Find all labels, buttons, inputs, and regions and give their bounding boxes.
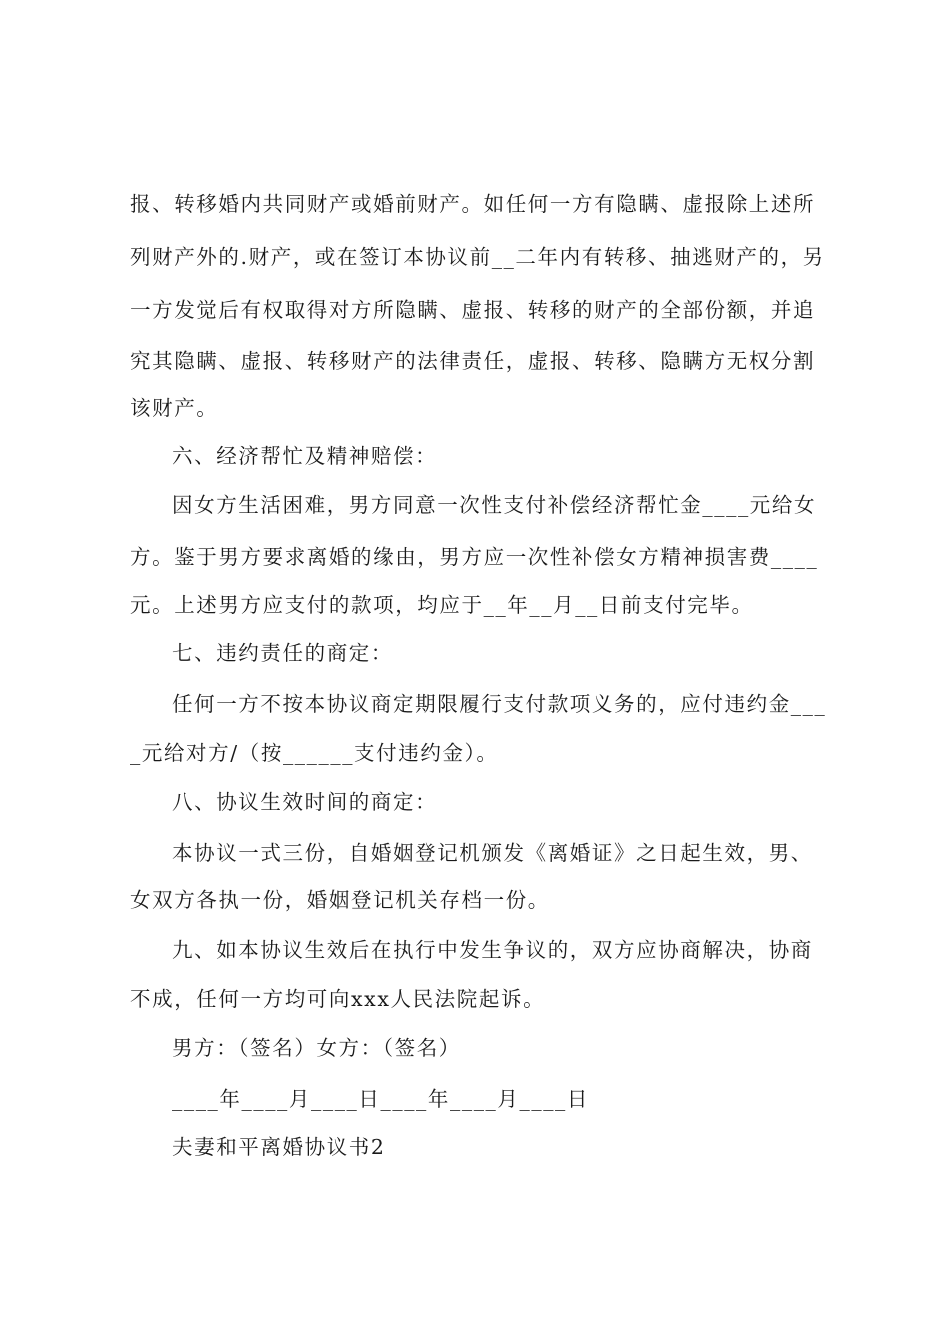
section-heading-7: 七、违约责任的商定：	[172, 641, 393, 665]
paragraph-line: _元给对方/（按______支付违约金）。	[130, 741, 499, 765]
paragraph-line: 报、转移婚内共同财产或婚前财产。如任何一方有隐瞒、虚报除上述所	[130, 192, 816, 216]
signature-line: 男方：（签名）女方：（签名）	[172, 1036, 461, 1060]
paragraph-line: 一方发觉后有权取得对方所隐瞒、虚报、转移的财产的全部份额，并追	[130, 298, 816, 322]
paragraph-line: 本协议一式三份，自婚姻登记机颁发《离婚证》之日起生效，男、	[172, 841, 813, 865]
section-heading-9: 九、如本协议生效后在执行中发生争议的，双方应协商解决，协商	[172, 938, 813, 962]
section-heading-8: 八、协议生效时间的商定：	[172, 790, 438, 814]
section-heading-6: 六、经济帮忙及精神赔偿：	[172, 444, 438, 468]
paragraph-line: 究其隐瞒、虚报、转移财产的法律责任，虚报、转移、隐瞒方无权分割	[130, 349, 816, 373]
paragraph-line: 不成，任何一方均可向xxx人民法院起诉。	[130, 987, 546, 1011]
document-title-next: 夫妻和平离婚协议书2	[172, 1135, 386, 1159]
paragraph-line: 列财产外的.财产，或在签订本协议前__二年内有转移、抽逃财产的，另	[130, 245, 825, 269]
date-line: ____年____月____日____年____月____日	[172, 1087, 589, 1111]
paragraph-line: 该财产。	[130, 396, 219, 420]
paragraph-line: 方。鉴于男方要求离婚的缘由，男方应一次性补偿女方精神损害费____	[130, 545, 819, 569]
paragraph-line: 元。上述男方应支付的款项，均应于__年__月__日前支付完毕。	[130, 593, 754, 617]
paragraph-line: 因女方生活困难，男方同意一次性支付补偿经济帮忙金____元给女	[172, 493, 817, 517]
paragraph-line: 女双方各执一份，婚姻登记机关存档一份。	[130, 888, 550, 912]
paragraph-line: 任何一方不按本协议商定期限履行支付款项义务的，应付违约金___	[172, 692, 827, 716]
